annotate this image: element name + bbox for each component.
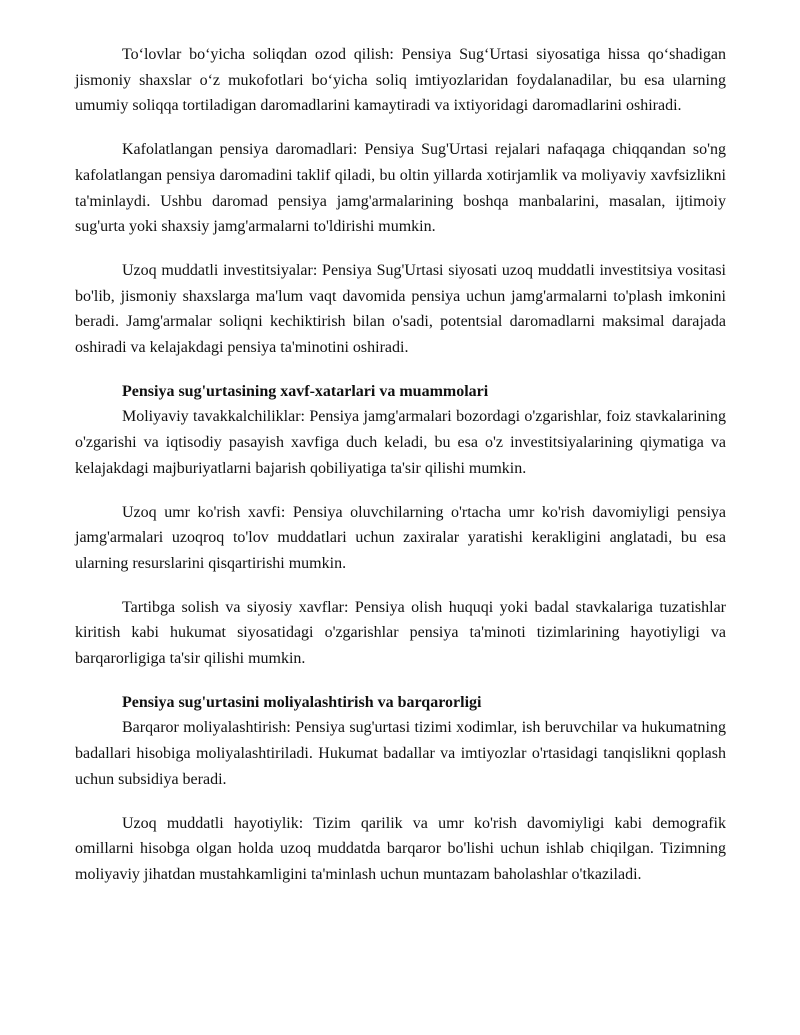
paragraph-long-term-viability: Uzoq muddatli hayotiylik: Tizim qarilik va umr ko'rish davomiyligi kabi demografik omillarni hisobga olgan holda uzoq muddatda barqaror bo'lishi uchun ishlab chiqilgan. Tizimning moliyaviy jihatdan mustahkamligini ta'minlash uchun muntazam baholashlar o'tkaziladi. xyxy=(75,814,726,883)
section-heading-risks: Pensiya sug'urtasining xavf-xatarlari va muammolari xyxy=(122,382,489,400)
paragraph-financial-risks: Moliyaviy tavakkalchiliklar: Pensiya jamg'armalari bozordagi o'zgarishlar, foiz stavkalarining o'zgarishi va iqtisodiy pasayish xavfiga duch keladi, bu esa o'z investitsiyalarining qiymatiga va kelajakdagi majburiyatlarni bajarish qobiliyatiga ta'sir qilishi mumkin. xyxy=(75,408,726,477)
paragraph-tax-exemption: To‘lovlar bo‘yicha soliqdan ozod qilish: Pensiya Sug‘Urtasi siyosatiga hissa qo‘shadigan jismoniy shaxslar o‘z mukofotlari bo‘yicha soliq imtiyozlaridan foydalanadilar, bu esa ularning umumiy soliqqa tortiladigan daromadlarini kamaytiradi va ixtiyoridagi daromadlarini oshiradi. xyxy=(75,46,726,115)
paragraph-sustainable-funding: Barqaror moliyalashtirish: Pensiya sug'urtasi tizimi xodimlar, ish beruvchilar va hukumatning badallari hisobiga moliyalashtiriladi. Hukumat badallar va imtiyozlar o'rtasidagi tanqislikni qoplash uchun subsidiya beradi. xyxy=(75,719,726,788)
paragraph-long-term-investment: Uzoq muddatli investitsiyalar: Pensiya Sug'Urtasi siyosati uzoq muddatli investitsiya vositasi bo'lib, jismoniy shaxslarga ma'lum vaqt davomida pensiya uchun jamg'armalarni to'plash imkonini beradi. Jamg'armalar soliqni kechiktirish bilan o'sadi, potentsial daromadlarni maksimal darajada oshiradi va kelajakdagi pensiya ta'minotini oshiradi. xyxy=(75,261,726,357)
paragraph-guaranteed-income: Kafolatlangan pensiya daromadlari: Pensiya Sug'Urtasi rejalari nafaqaga chiqqandan so'ng kafolatlangan pensiya daromadini taklif qiladi, bu oltin yillarda xotirjamlik va moliyaviy xavfsizlikni ta'minlaydi. Ushbu daromad pensiya jamg'armalarining boshqa manbalarini, masalan, ijtimoiy sug'urta yoki shaxsiy jamg'armalarni to'ldirishi mumkin. xyxy=(75,141,726,236)
paragraph-longevity-risk: Uzoq umr ko'rish xavfi: Pensiya oluvchilarning o'rtacha umr ko'rish davomiyligi pensiya jamg'armalari uzoqroq to'lov muddatlari uchun zaxiralar yaratishi kerakligini anglatadi, bu esa ularning resurslarini qisqartirishi mumkin. xyxy=(75,503,726,572)
document-page xyxy=(75,42,726,906)
paragraph-regulatory-risks: Tartibga solish va siyosiy xavflar: Pensiya olish huquqi yoki badal stavkalariga tuzatishlar kiritish kabi hukumat siyosatidagi o'zgarishlar pensiya ta'minoti tizimlarining hayotiyligi va barqarorligiga ta'sir qilishi mumkin. xyxy=(75,598,726,668)
section-heading-funding: Pensiya sug'urtasini moliyalashtirish va barqarorligi xyxy=(122,693,482,711)
